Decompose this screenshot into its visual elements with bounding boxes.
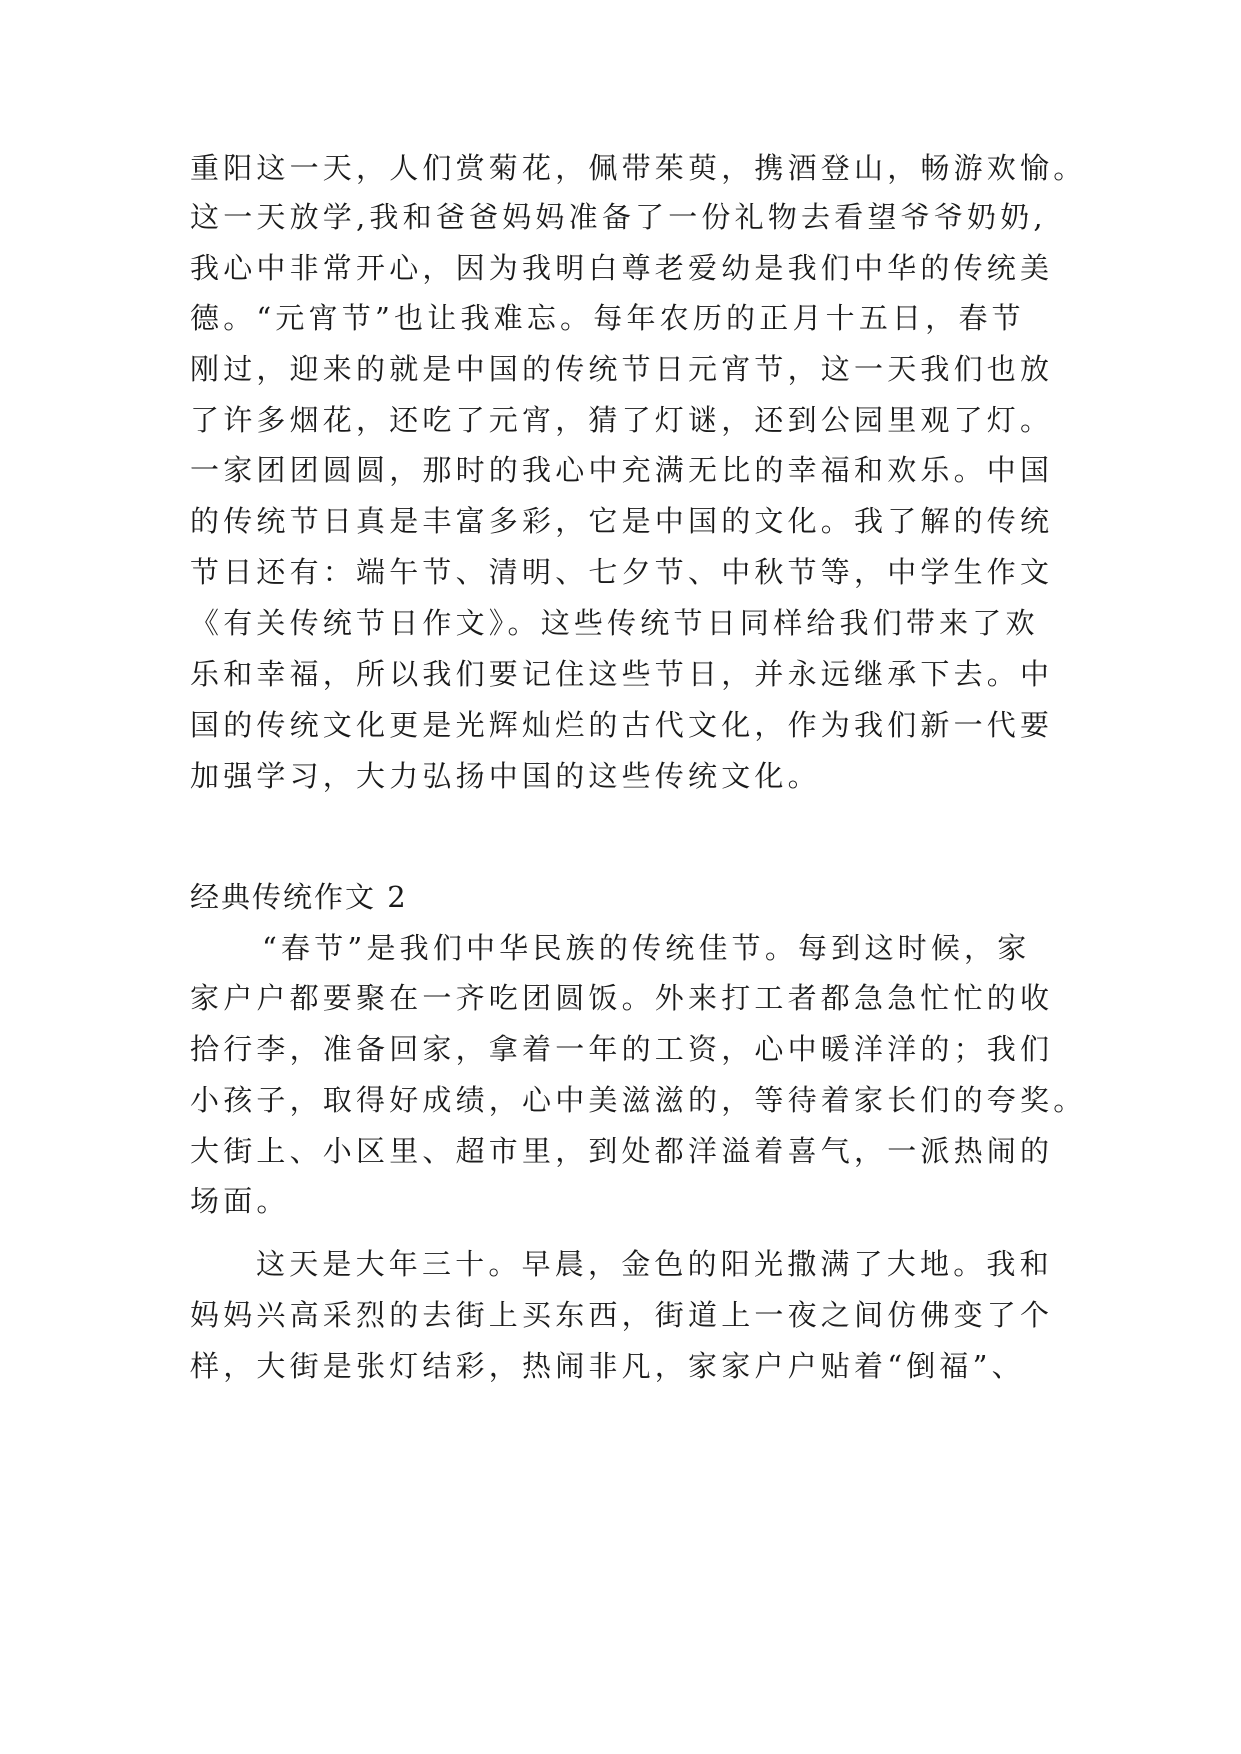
text-line: 了许多烟花，还吃了元宵，猜了灯谜，还到公园里观了灯。: [190, 403, 1054, 437]
text-line: 拾行李，准备回家，拿着一年的工资，心中暖洋洋的；我们: [190, 1032, 1054, 1066]
text-line: 小孩子，取得好成绩，心中美滋滋的，等待着家长们的夸奖。: [190, 1083, 1087, 1117]
text-line: 我心中非常开心，因为我明白尊老爱幼是我们中华的传统美: [190, 251, 1054, 285]
text-line: “春节”是我们中华民族的传统佳节。每到这时候，家: [262, 931, 1031, 965]
text-line: 场面。: [190, 1184, 290, 1218]
text-line: 节日还有：端午节、清明、七夕节、中秋节等，中学生作文: [190, 555, 1054, 589]
text-line: 这天是大年三十。早晨，金色的阳光撒满了大地。我和: [256, 1247, 1053, 1281]
text-line: 一家团团圆圆，那时的我心中充满无比的幸福和欢乐。中国: [190, 453, 1054, 487]
text-line: 大街上、小区里、超市里，到处都洋溢着喜气，一派热闹的: [190, 1134, 1054, 1168]
text-line: 这一天放学,我和爸爸妈妈准备了一份礼物去看望爷爷奶奶,: [190, 200, 1047, 234]
section-heading: 经典传统作文 2: [190, 880, 408, 914]
text-line: 乐和幸福，所以我们要记住这些节日，并永远继承下去。中: [190, 657, 1054, 691]
text-line: 重阳这一天，人们赏菊花，佩带茱萸，携酒登山，畅游欢愉。: [190, 151, 1087, 185]
text-line: 《有关传统节日作文》。这些传统节日同样给我们带来了欢: [190, 606, 1039, 640]
text-line: 加强学习，大力弘扬中国的这些传统文化。: [190, 759, 821, 793]
text-line: 的传统节日真是丰富多彩，它是中国的文化。我了解的传统: [190, 504, 1054, 538]
text-line: 家户户都要聚在一齐吃团圆饭。外来打工者都急急忙忙的收: [190, 981, 1054, 1015]
text-line: 德。“元宵节”也让我难忘。每年农历的正月十五日，春节: [190, 301, 1025, 335]
text-line: 国的传统文化更是光辉灿烂的古代文化，作为我们新一代要: [190, 708, 1054, 742]
text-line: 妈妈兴高采烈的去街上买东西，街道上一夜之间仿佛变了个: [190, 1298, 1054, 1332]
text-line: 刚过，迎来的就是中国的传统节日元宵节，这一天我们也放: [190, 352, 1054, 386]
text-line: 样，大街是张灯结彩，热闹非凡，家家户户贴着“倒福”、: [190, 1349, 1025, 1383]
